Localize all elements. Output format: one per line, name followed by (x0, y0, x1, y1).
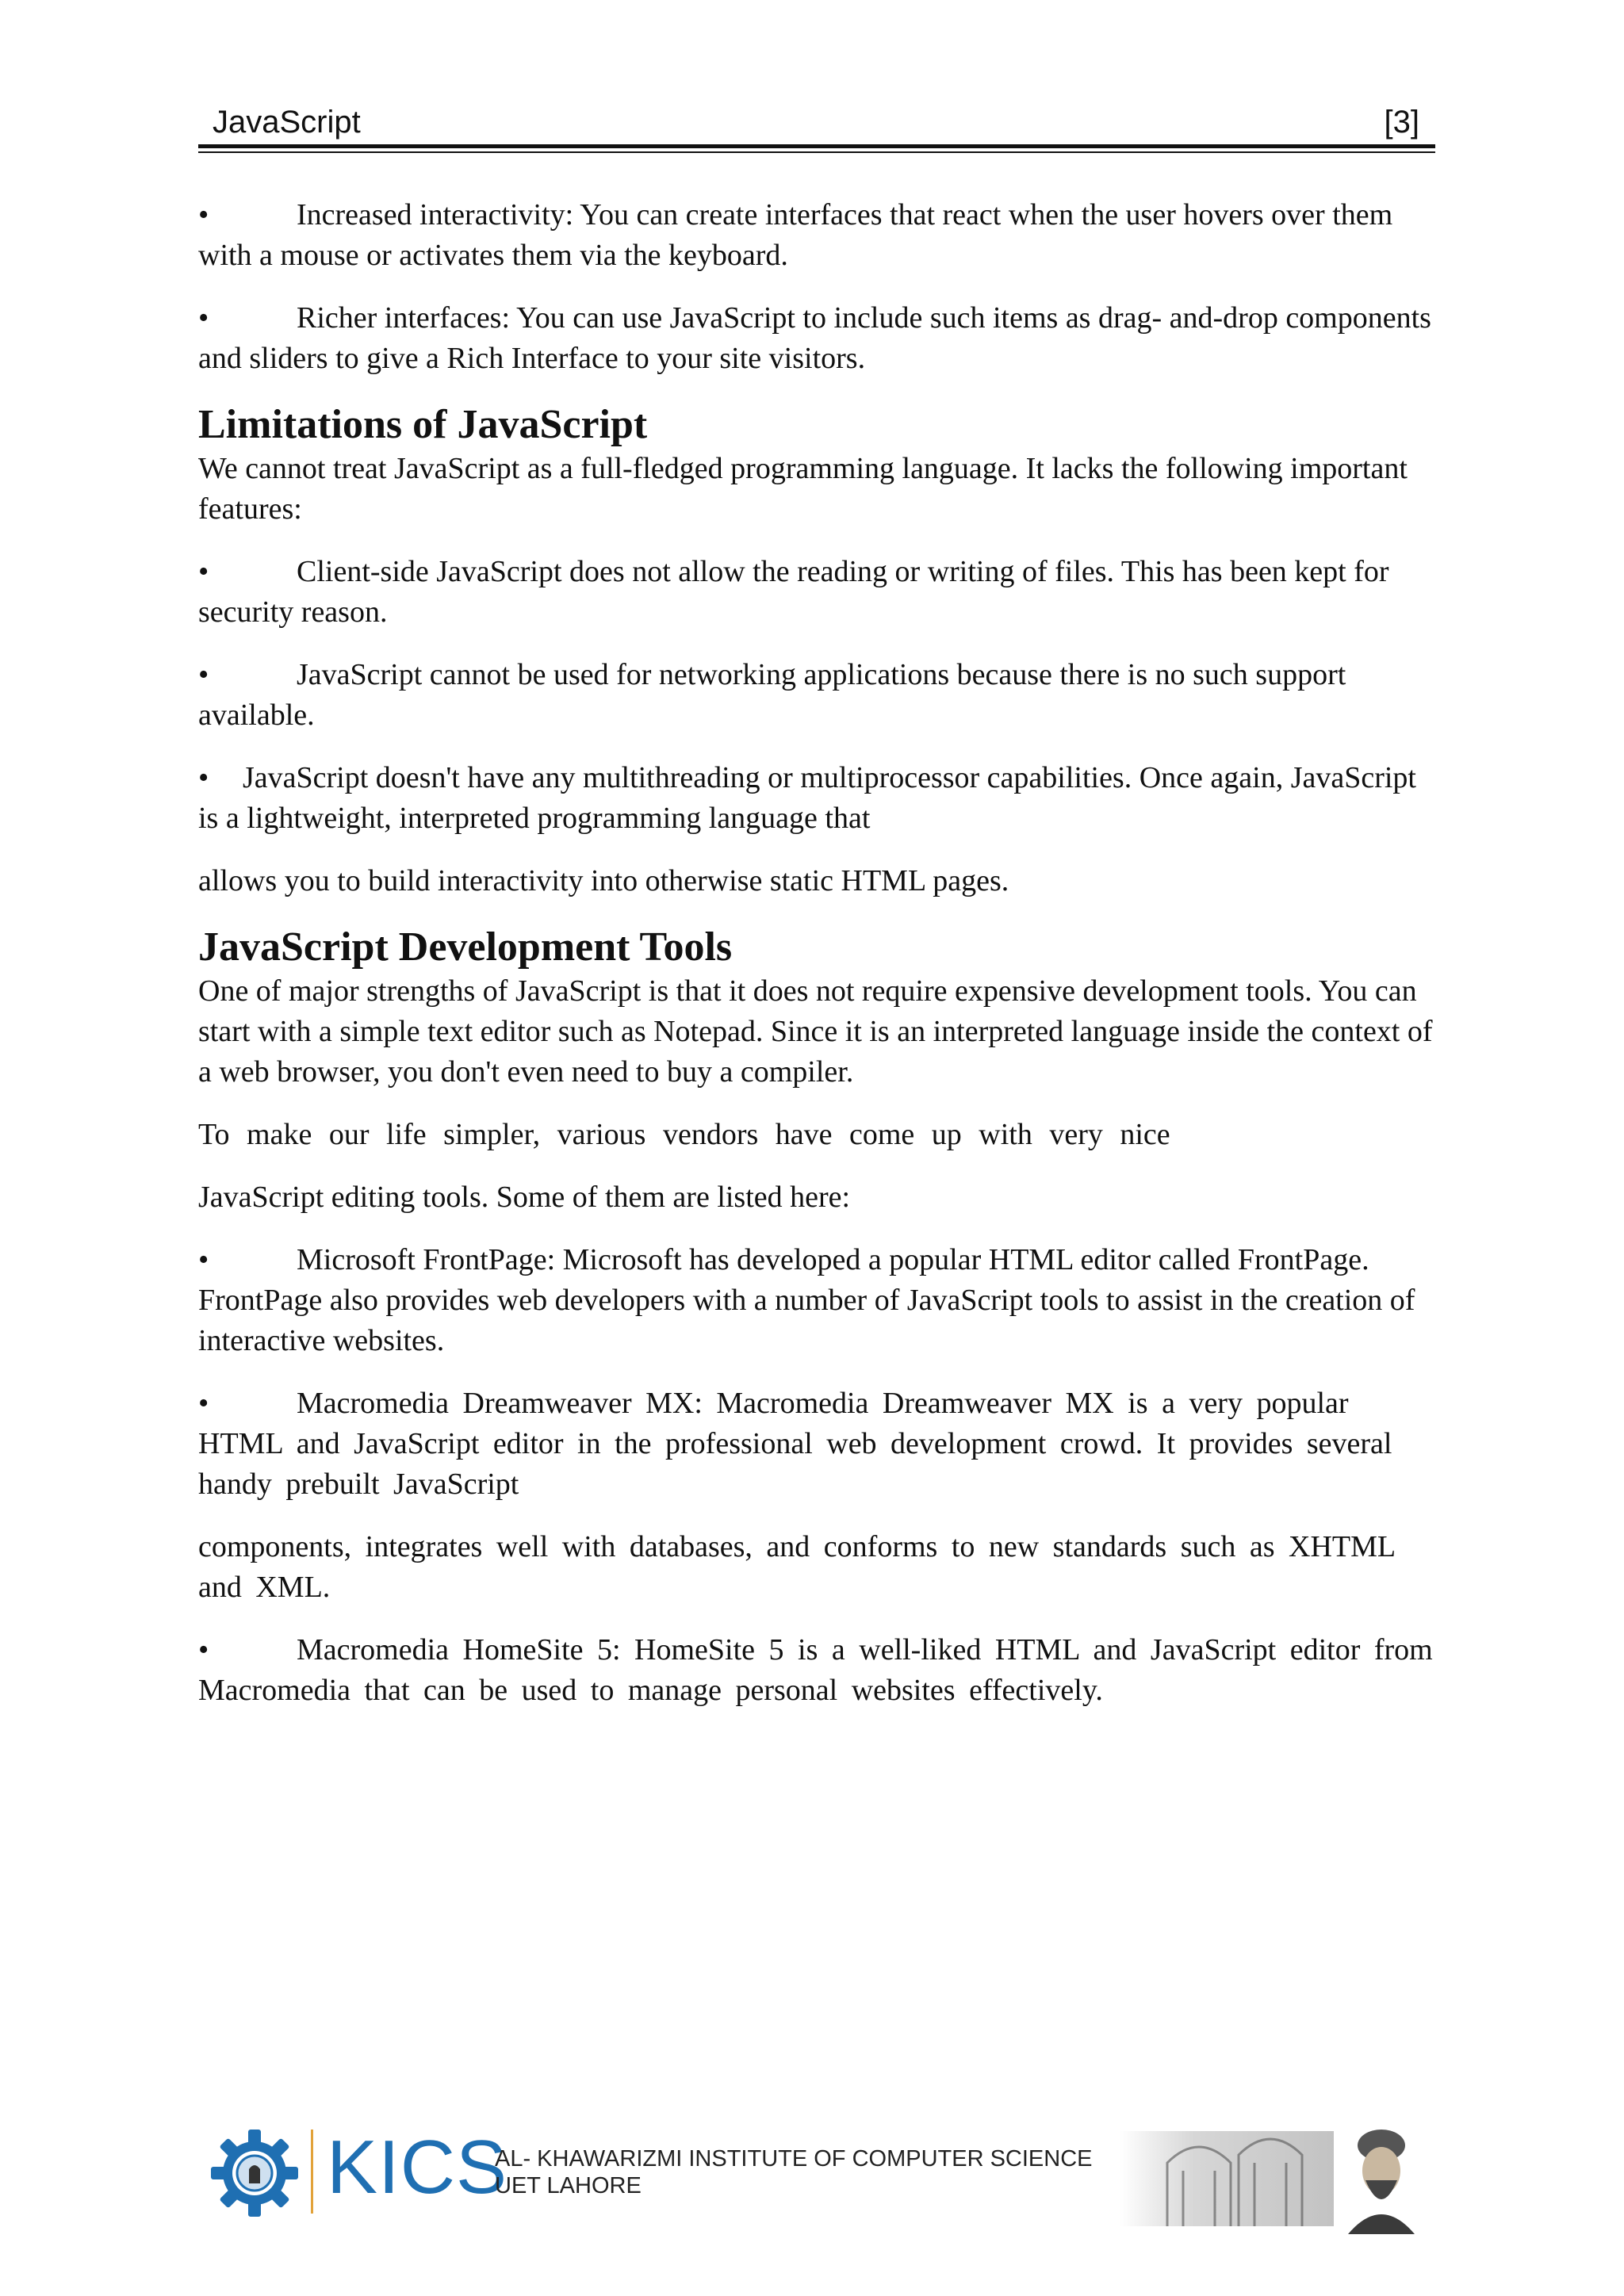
limitations-intro: We cannot treat JavaScript as a full-fledged programming language. It lacks the following important features: (198, 452, 1408, 526)
footer-divider (311, 2130, 313, 2214)
kics-logo-text: KICS (327, 2125, 508, 2210)
limitations-continuation: allows you to build interactivity into otherwise static HTML pages. (198, 864, 1009, 897)
list-item-text: Macromedia Dreamweaver MX: Macromedia Dreamweaver MX is a very popular HTML and JavaScript editor in the professional web development crowd. It provides several handy prebuilt JavaScript (198, 1387, 1392, 1501)
bullet: • (198, 1633, 209, 1667)
tools-paragraph: To make our life simpler, various vendors have come up with very nice (198, 1118, 1170, 1151)
list-item-text: Increased interactivity: You can create interfaces that react when the user hovers over them with a mouse or activates them via the keyboard. (198, 198, 1393, 272)
tools-intro: One of major strengths of JavaScript is that it does not require expensive development tools. You can start with a simple text editor such as Notepad. Since it is an interpreted language inside the context of a web browser, you don't even need to buy a compiler. (198, 974, 1433, 1089)
tools-paragraph: JavaScript editing tools. Some of them are listed here: (198, 1181, 851, 1214)
header-rule-thick (198, 144, 1435, 148)
bullet: • (198, 555, 209, 588)
tools-continuation: components, integrates well with databases, and conforms to new standards such as XHTML and XML. (198, 1530, 1395, 1604)
page-footer (208, 2122, 1445, 2233)
header-title: JavaScript (213, 105, 361, 140)
list-item (198, 1630, 1443, 1711)
university-name: UET LAHORE (495, 2173, 642, 2198)
list-item-text: Richer interfaces: You can use JavaScript to include such items as drag- and-drop components and sliders to give a Rich Interface to your site visitors. (198, 301, 1431, 375)
list-item (198, 552, 1443, 633)
institute-name: AL- KHAWARIZMI INSTITUTE OF COMPUTER SCIENCE (495, 2146, 1093, 2172)
list-item-text: JavaScript cannot be used for networking applications because there is no such support available. (198, 658, 1346, 732)
bullet: • (198, 658, 209, 691)
bullet: • (198, 301, 209, 335)
list-item (198, 1240, 1443, 1361)
header-rule-thin (198, 151, 1435, 153)
bullet: • (198, 1387, 209, 1420)
list-item-text: Microsoft FrontPage: Microsoft has developed a popular HTML editor called FrontPage. FrontPage also provides web developers with a number of JavaScript tools to assist in the creation of interactive websites. (198, 1243, 1415, 1357)
list-item (198, 298, 1443, 379)
page-number: [3] (1384, 105, 1419, 140)
bullet: • (198, 1243, 209, 1276)
section-heading-tools: JavaScript Development Tools (198, 924, 733, 970)
page-body (198, 195, 1443, 1733)
list-item (198, 655, 1443, 736)
bullet: • (198, 761, 209, 794)
list-item (198, 1383, 1443, 1505)
portrait-image-icon (1120, 2115, 1437, 2234)
section-heading-limitations: Limitations of JavaScript (198, 402, 648, 447)
list-item-text: Client-side JavaScript does not allow the reading or writing of files. This has been kept for security reason. (198, 555, 1389, 629)
page-header (198, 103, 1435, 141)
gear-logo-icon (208, 2126, 301, 2220)
list-item (198, 758, 1443, 839)
list-item (198, 195, 1443, 276)
list-item-text: JavaScript doesn't have any multithreading or multiprocessor capabilities. Once again, JavaScript is a lightweight, interpreted programming language that (198, 761, 1416, 835)
bullet: • (198, 198, 209, 232)
list-item-text: Macromedia HomeSite 5: HomeSite 5 is a well-liked HTML and JavaScript editor from Macromedia that can be used to manage personal websites effectively. (198, 1633, 1433, 1707)
